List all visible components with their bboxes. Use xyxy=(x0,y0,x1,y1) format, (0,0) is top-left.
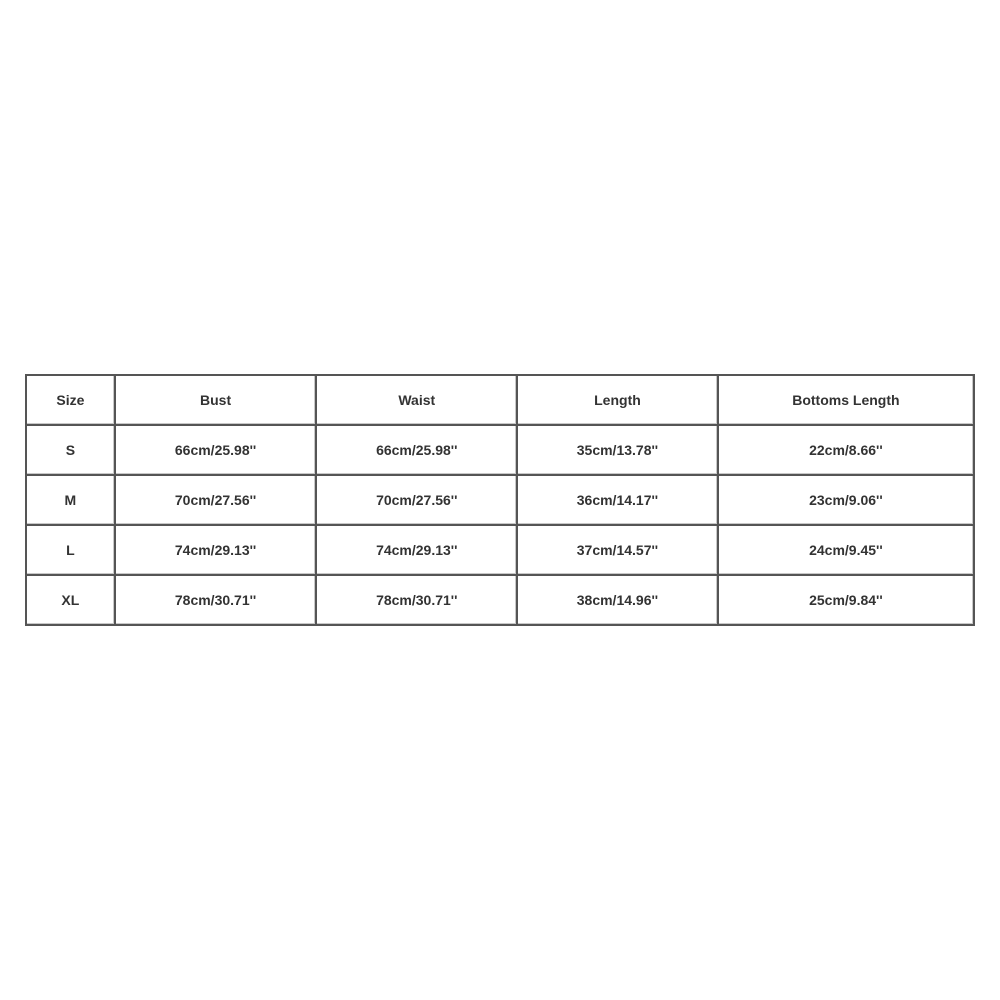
table-row xyxy=(27,576,975,626)
header-bust: Bust xyxy=(116,376,318,426)
cell-size: L xyxy=(27,526,116,576)
cell-length: 35cm/13.78'' xyxy=(518,426,719,476)
cell-length: 37cm/14.57'' xyxy=(518,526,719,576)
size-chart-table xyxy=(25,374,975,626)
cell-size: M xyxy=(27,476,116,526)
header-waist: Waist xyxy=(317,376,518,426)
cell-size: XL xyxy=(27,576,116,626)
cell-length: 38cm/14.96'' xyxy=(518,576,719,626)
cell-bust: 78cm/30.71'' xyxy=(116,576,318,626)
cell-waist: 78cm/30.71'' xyxy=(317,576,518,626)
table-row xyxy=(27,526,975,576)
table-header-row xyxy=(27,376,975,426)
header-size: Size xyxy=(27,376,116,426)
table-row xyxy=(27,426,975,476)
cell-bottoms-length: 25cm/9.84'' xyxy=(719,576,975,626)
cell-size: S xyxy=(27,426,116,476)
cell-bottoms-length: 24cm/9.45'' xyxy=(719,526,975,576)
cell-waist: 74cm/29.13'' xyxy=(317,526,518,576)
header-bottoms-length: Bottoms Length xyxy=(719,376,975,426)
cell-bust: 66cm/25.98'' xyxy=(116,426,318,476)
cell-bottoms-length: 22cm/8.66'' xyxy=(719,426,975,476)
cell-bust: 74cm/29.13'' xyxy=(116,526,318,576)
cell-waist: 70cm/27.56'' xyxy=(317,476,518,526)
cell-length: 36cm/14.17'' xyxy=(518,476,719,526)
cell-bust: 70cm/27.56'' xyxy=(116,476,318,526)
table-row xyxy=(27,476,975,526)
cell-bottoms-length: 23cm/9.06'' xyxy=(719,476,975,526)
cell-waist: 66cm/25.98'' xyxy=(317,426,518,476)
header-length: Length xyxy=(518,376,719,426)
